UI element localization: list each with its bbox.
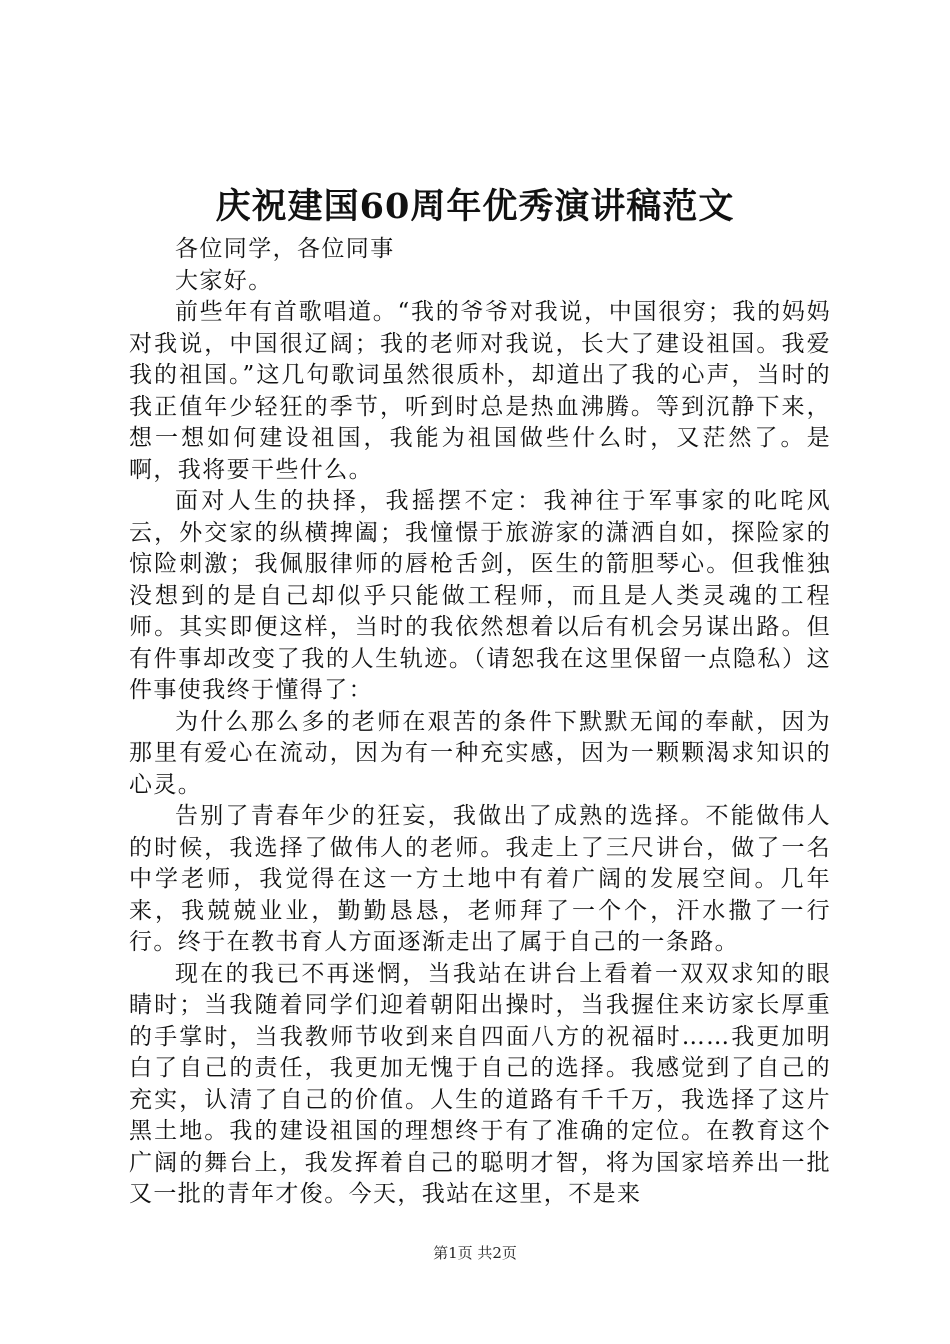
paragraph: 现在的我已不再迷惘，当我站在讲台上看着一双双求知的眼睛时；当我随着同学们迎着朝阳出操时，当我握住来访家长厚重的手掌时，当我教师节收到来自四面八方的祝福时……我更加明白了自己的责任，我更加无愧于自己的选择。我感觉到了自己的充实，认清了自己的价值。人生的道路有千千万，我选择了这片黑土地。我的建设祖国的理想终于有了准确的定位。在教育这个广阔的舞台上，我发挥着自己的聪明才智，将为国家培养出一批又一批的青年才俊。今天，我站在这里，不是来 — [129, 960, 831, 1207]
paragraph-greeting: 大家好。 — [175, 267, 273, 294]
paragraph: 告别了青春年少的狂妄，我做出了成熟的选择。不能做伟人的时候，我选择了做伟人的老师。我走上了三尺讲台，做了一名中学老师，我觉得在这一方土地中有着广阔的发展空间。几年来，我兢兢业业，勤勤恳恳，老师拜了一个个，汗水撒了一行行。终于在教书育人方面逐渐走出了属于自己的一条路。 — [129, 803, 831, 955]
paragraph: 前些年有首歌唱道。“我的爷爷对我说，中国很穷；我的妈妈对我说，中国很辽阔；我的老师对我说，长大了建设祖国。我爱我的祖国。”这几句歌词虽然很质朴，却道出了我的心声，当时的我正值年少轻狂的季节，听到时总是热血沸腾。等到沉静下来，想一想如何建设祖国，我能为祖国做些什么时，又茫然了。是啊，我将要干些什么。 — [129, 299, 831, 483]
document-body — [129, 234, 831, 1211]
paragraph-salutation: 各位同学，各位同事 — [175, 236, 395, 262]
page-number-footer: 第1页 共2页 — [433, 1244, 517, 1262]
document-title: 庆祝建国60周年优秀演讲稿范文 — [215, 186, 735, 227]
paragraph: 面对人生的抉择，我摇摆不定：我神往于军事家的叱咤风云，外交家的纵横捭阖；我憧憬于旅游家的潇洒自如，探险家的惊险刺激；我佩服律师的唇枪舌剑，医生的箭胆琴心。但我惟独没想到的是自己却似乎只能做工程师，而且是人类灵魂的工程师。其实即便这样，当时的我依然想着以后有机会另谋出路。但有件事却改变了我的人生轨迹。（请恕我在这里保留一点隐私）这件事使我终于懂得了： — [129, 488, 831, 703]
paragraph: 为什么那么多的老师在艰苦的条件下默默无闻的奉献，因为那里有爱心在流动，因为有一种充实感，因为一颗颗渴求知识的心灵。 — [129, 708, 831, 798]
